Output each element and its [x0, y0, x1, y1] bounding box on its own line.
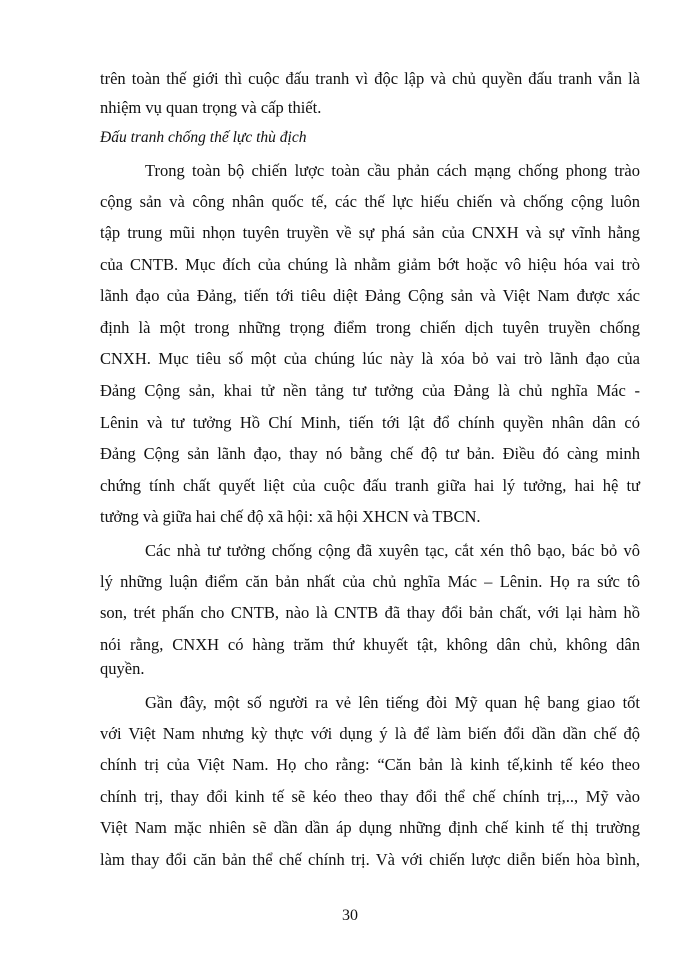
paragraph-line: CNXH. Mục tiêu số một của chúng lúc này là xóa bỏ vai trò lãnh đạo của	[100, 349, 640, 368]
paragraph-line: tưởng và giữa hai chế độ xã hội: xã hội XHCN và TBCN.	[100, 507, 481, 526]
paragraph-line: lãnh đạo của Đảng, tiến tới tiêu diệt Đảng Cộng sản và Việt Nam được xác	[100, 286, 640, 305]
paragraph-line: quyền.	[100, 659, 145, 678]
paragraph-line: với Việt Nam nhưng kỳ thực với dụng ý là để làm biến đổi dần dần chế độ	[100, 724, 640, 743]
section-heading: Đấu tranh chống thế lực thù địch	[100, 129, 307, 146]
paragraph-line: Gần đây, một số người ra vẻ lên tiếng đòi Mỹ quan hệ bang giao tốt	[145, 693, 640, 712]
paragraph-line: nói rằng, CNXH có hàng trăm thứ khuyết tật, không dân chủ, không dân	[100, 635, 640, 654]
paragraph-line: chính trị của Việt Nam. Họ cho rằng: “Căn bản là kinh tế,kinh tế kéo theo	[100, 755, 640, 774]
paragraph-line: tập trung mũi nhọn tuyên truyền về sự phá sản của CNXH và sự vĩnh hằng	[100, 223, 640, 242]
page-number: 30	[342, 907, 358, 924]
paragraph-line: Trong toàn bộ chiến lược toàn cầu phản cách mạng chống phong trào	[145, 161, 640, 180]
paragraph-line: son, trét phấn cho CNTB, nào là CNTB đã thay đổi bản chất, với lại hàm hồ	[100, 603, 640, 622]
paragraph-line: của CNTB. Mục đích của chúng là nhằm giảm bớt hoặc vô hiệu hóa vai trò	[100, 255, 640, 274]
paragraph-line: định là một trong những trọng điểm trong chiến dịch tuyên truyền chống	[100, 318, 640, 337]
paragraph-line: Các nhà tư tưởng chống cộng đã xuyên tạc, cắt xén thô bạo, bác bỏ vô	[145, 541, 640, 560]
paragraph-line: lý những luận điểm căn bản nhất của chủ nghĩa Mác – Lênin. Họ ra sức tô	[100, 572, 640, 591]
paragraph-line: chứng tính chất quyết liệt của cuộc đấu tranh giữa hai lý tưởng, hai hệ tư	[100, 476, 640, 495]
paragraph-line: nhiệm vụ quan trọng và cấp thiết.	[100, 98, 322, 117]
paragraph-line: Việt Nam mặc nhiên sẽ dần dần áp dụng những định chế kinh tế thị trường	[100, 818, 640, 837]
paragraph-line: cộng sản và công nhân quốc tế, các thế lực hiếu chiến và chống cộng luôn	[100, 192, 640, 211]
paragraph-line: Đảng Cộng sản lãnh đạo, thay nó bằng chế độ tư bản. Điều đó càng minh	[100, 444, 640, 463]
paragraph-line: Lênin và tư tưởng Hồ Chí Minh, tiến tới lật đổ chính quyền nhân dân có	[100, 413, 640, 432]
paragraph-line: Đảng Cộng sản, khai tử nền tảng tư tưởng của Đảng là chủ nghĩa Mác -	[100, 381, 640, 400]
paragraph-line: chính trị, thay đổi kinh tế sẽ kéo theo thay đổi thể chế chính trị,.., Mỹ vào	[100, 787, 640, 806]
paragraph-line: trên toàn thế giới thì cuộc đấu tranh vì độc lập và chủ quyền đấu tranh vẫn là	[100, 69, 640, 88]
paragraph-line: làm thay đổi căn bản thể chế chính trị. Và với chiến lược diễn biến hòa bình,	[100, 850, 640, 869]
